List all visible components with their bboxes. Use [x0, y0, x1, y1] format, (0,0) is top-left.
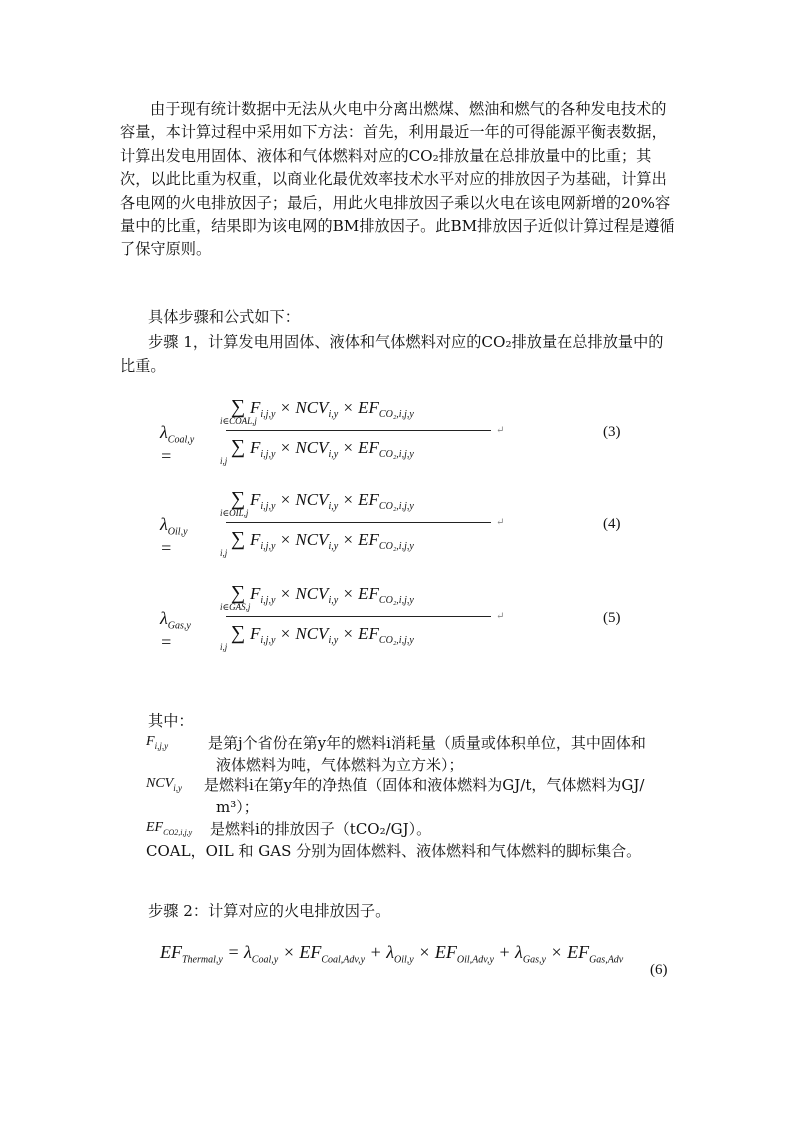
definition-f-line2: 液体燃料为吨，气体燃料为立方米）；: [216, 756, 464, 774]
definition-term-f: $F_{i,j,y}$: [146, 734, 169, 751]
definition-ncv-line1: 是燃料i在第y年的净热值（固体和液体燃料为GJ/t，气体燃料为GJ/: [204, 776, 645, 794]
where-label: 其中：: [148, 712, 194, 730]
equation-6: $EF_{Thermal,y} = \lambda_{Coal,y} \times EF_{Coal,Adv,y} + \lambda_{Oil,y} \times EF_{Oil,Adv,y} + \lambda_{Gas,y} \times EF_{Gas,Adv}$: [160, 942, 624, 966]
step1-text-line2: 比重。: [120, 357, 166, 375]
definition-term-ef: $EF_{CO2,i,j,y}$: [146, 820, 193, 837]
definition-f-line1: 是第j个省份在第y年的燃料i消耗量（质量或体积单位，其中固体和: [208, 734, 646, 752]
definition-term-ncv: $NCV_{i,y}$: [146, 776, 182, 793]
definition-ef-line1: 是燃料i的排放因子（tCO₂/GJ）。: [210, 820, 432, 838]
sets-line: COAL，OIL 和 GAS 分别为固体燃料、液体燃料和气体燃料的脚标集合。: [146, 842, 642, 860]
definition-ncv-line2: m³）；: [216, 798, 259, 816]
steps-heading: 具体步骤和公式如下：: [148, 308, 300, 326]
step1-text-line1: 步骤 1，计算发电用固体、液体和气体燃料对应的CO₂排放量在总排放量中的: [148, 333, 664, 351]
equation-5-number: (5): [603, 610, 621, 626]
equation-3-number: (3): [603, 424, 621, 440]
equation-6-number: (6): [650, 962, 668, 978]
intro-paragraph: 由于现有统计数据中无法从火电中分离出燃煤、燃油和燃气的各种发电技术的容量，本计算过程中采用如下方法：首先，利用最近一年的可得能源平衡表数据，计算出发电用固体、液体和气体燃料对应的CO₂排放量在总排放量中的比重；其次，以此比重为权重，以商业化最优效率技术水平对应的排放因子为基础，计算出各电网的火电排放因子；最后，用此火电排放因子乘以火电在该电网新增的20%容量中的比重，结果即为该电网的BM排放因子。此BM排放因子近似计算过程是遵循了保守原则。: [120, 100, 675, 259]
equation-4-number: (4): [603, 516, 621, 532]
step2-text: 步骤 2：计算对应的火电排放因子。: [148, 902, 391, 920]
